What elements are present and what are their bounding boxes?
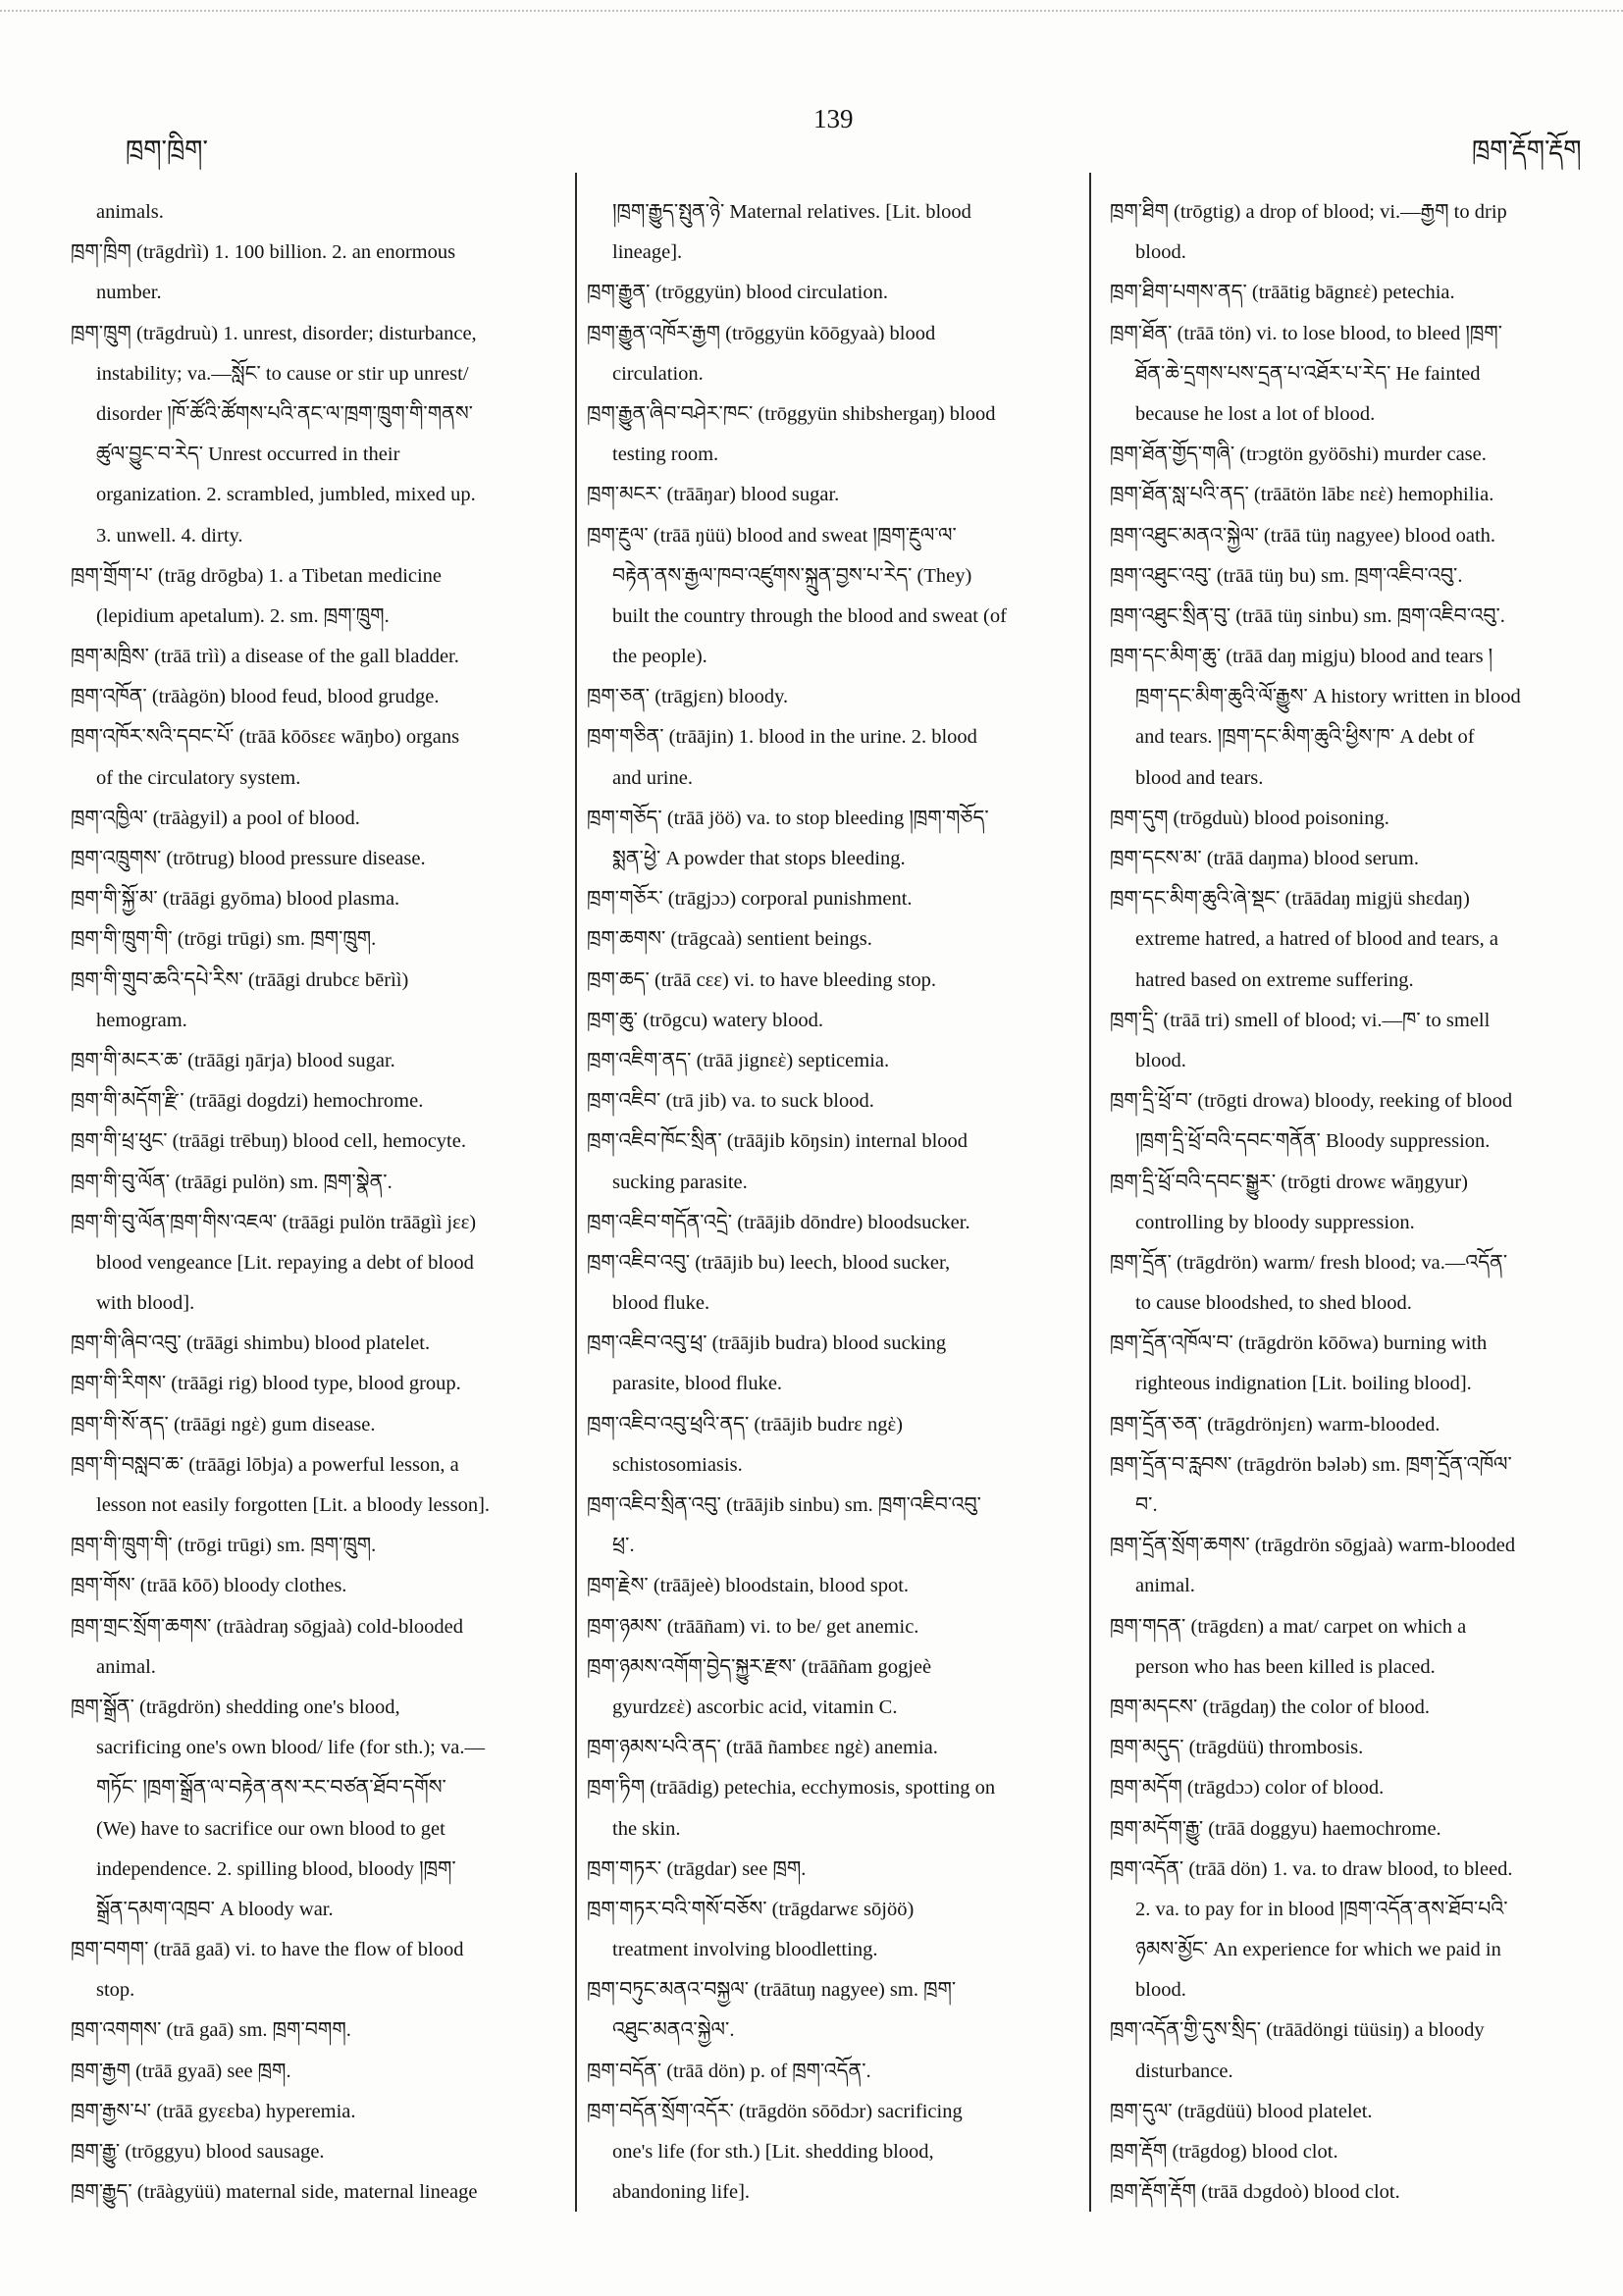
entry-text-line: independence. 2. spilling blood, bloody །ཁྲག་ (96, 1857, 456, 1880)
dictionary-entry (71, 2052, 569, 2092)
entry-text-line: (lepidium apetalum). 2. sm. ཁྲག་ཁྲུག. (96, 604, 390, 627)
entry-text-line: ཁྲག་དང་མིག་ཆུའི་ལོ་རྒྱུས་ A history written in blood (1135, 686, 1521, 708)
entry-text-line: blood. (1135, 1049, 1186, 1071)
entry-headline: ཁྲག་འཁོར་སའི་དབང་པོ་ (trāā kōōsεε wāŋbo) organs (71, 726, 460, 749)
dictionary-entry (1110, 1768, 1597, 1808)
entry-text-line: to cause bloodshed, to shed blood. (1135, 1292, 1412, 1315)
dictionary-entry (587, 516, 1081, 678)
entry-text-line: sucking parasite. (612, 1171, 748, 1193)
dictionary-entry (1110, 475, 1597, 515)
entry-headline: ཁྲག་འགགས་ (trā gaā) sm. ཁྲག་བགག. (71, 2019, 351, 2042)
dictionary-entry (71, 1445, 569, 1526)
dictionary-entry (71, 233, 569, 313)
entry-headline: ཁྲག་གྲང་སྲོག་ཆགས་ (trāàdraŋ sōgjaà) cold-blooded (71, 1615, 463, 1638)
dictionary-entry (587, 1324, 1081, 1404)
dictionary-entry (71, 2172, 569, 2213)
entry-text-line: སྨན་ཕྱེ་ A powder that stops bleeding. (612, 848, 906, 869)
entry-headline: ཁྲག་འཁྲུགས་ (trōtrug) blood pressure disease. (71, 848, 426, 869)
entry-headline: ཁྲག་དྲོན་འཁོལ་བ་ (trāgdrön kōōwa) burning with (1110, 1332, 1488, 1355)
dictionary-entry (587, 1122, 1081, 1202)
entry-headline: ཁྲག་ཆུ་ (trōgcu) watery blood. (587, 1009, 823, 1031)
entry-text-line: ཕྲ་. (612, 1535, 635, 1557)
dictionary-entry (71, 1688, 569, 1930)
entry-text-line: the skin. (612, 1817, 681, 1840)
entry-headline: ཁྲག་འཐུང་སྲིན་བུ་ (trāā tüŋ sinbu) sm. ཁྲག་འཇིབ་འབུ་. (1110, 604, 1505, 627)
entry-headline: ཁྲག་ཉམས་ (trāāñam) vi. to be/ get anemic. (587, 1615, 919, 1638)
entry-headline: ཁྲག་དུག (trōgduù) blood poisoning. (1110, 807, 1389, 829)
entry-headline: ཁྲག་གི་བུ་ལོན་ཁྲག་གིས་འཇལ་ (trāāgi pulön trāāgìì jεε) (71, 1211, 477, 1233)
entry-headline: ཁྲག་མདོག་རྒྱུ་ (trāā doggyu) haemochrome. (1110, 1817, 1441, 1840)
entry-headline: ཁྲག་མཁྲིས་ (trāā trìì) a disease of the gall bladder. (71, 646, 459, 668)
dictionary-entry (1110, 1526, 1597, 1606)
dictionary-entry (587, 314, 1081, 394)
entry-headline: ཁྲག་འཇིབ་སྲིན་འབུ་ (trāājib sinbu) sm. ཁྲག་འཇིབ་འབུ་ (587, 1494, 981, 1516)
dictionary-entry (71, 1122, 569, 1162)
entry-text-line: number. (96, 282, 162, 304)
dictionary-entry (1110, 1445, 1597, 1526)
entry-headline: ཁྲག་དྲི་ཕྲོ་བ་ (trōgti drowa) bloody, reeking of blood (1110, 1090, 1513, 1113)
entry-headline: ཁྲག་ཐིག་པགས་ནད་ (trāātig bāgnεὲ) petechia. (1110, 282, 1455, 304)
dictionary-column-1 (71, 192, 569, 2213)
entry-text-line: abandoning life]. (612, 2181, 751, 2204)
dictionary-entry (71, 314, 569, 556)
entry-headline: ཁྲག་གོས་ (trāā kōō) bloody clothes. (71, 1575, 347, 1597)
dictionary-entry (71, 1163, 569, 1203)
dictionary-entry (71, 1041, 569, 1081)
entry-headline: ཁྲག་གི་ཁྲུག་གི་ (trōgi trūgi) sm. ཁྲག་ཁྲུག. (71, 928, 377, 951)
running-head-right: ཁྲག་རྡོག་རྡོག (1472, 135, 1582, 164)
entry-headline: ཁྲག་གི་གྲུབ་ཆའི་དཔེ་རིས་ (trāāgi drubcε bērìì) (71, 968, 409, 991)
entry-text-line: animal. (1135, 1575, 1195, 1597)
entry-text-line: (We) have to sacrifice our own blood to get (96, 1817, 445, 1840)
dictionary-entry (1110, 1728, 1597, 1768)
dictionary-entry (71, 637, 569, 677)
entry-headline: ཁྲག་རྒྱུན་ (trōggyün) blood circulation. (587, 282, 888, 304)
dictionary-entry (587, 1728, 1081, 1768)
dictionary-entry (587, 1647, 1081, 1728)
entry-headline: ཁྲག་རྡོག་རྡོག (trāā dɔgdoò) blood clot. (1110, 2181, 1400, 2204)
dictionary-entry (71, 556, 569, 637)
entry-headline: ཁྲག་སྒྲོན་ (trāgdrön) shedding one's blood, (71, 1696, 400, 1718)
dictionary-entry (587, 799, 1081, 879)
dictionary-entry (71, 2132, 569, 2172)
entry-text-line: testing room. (612, 444, 719, 466)
dictionary-entry (71, 1930, 569, 2010)
entry-text-line: instability; va.—སློང་ to cause or stir up unrest/ (96, 362, 469, 385)
entry-text-line: treatment involving bloodletting. (612, 1939, 878, 1961)
entry-text-line: blood. (1135, 241, 1186, 264)
dictionary-entry (1110, 2132, 1597, 2172)
entry-text-line: gyurdzεὲ) ascorbic acid, vitamin C. (612, 1696, 898, 1718)
dictionary-entry (587, 677, 1081, 717)
entry-text-line: schistosomiasis. (612, 1453, 743, 1476)
dictionary-entry (71, 1364, 569, 1404)
entry-text-line: བརྟེན་ནས་རྒྱལ་ཁབ་འཛུགས་སྐྲུན་བྱས་པ་རེད་ (They) (612, 564, 972, 587)
entry-headline: ཁྲག་རྒྱུན་ཞིབ་བཤེར་ཁང་ (trōggyün shibshergaŋ) blood (587, 402, 996, 425)
dictionary-entry (1110, 1324, 1597, 1404)
entry-headline: ཁྲག་འཇིབ་ཁོང་སྲིན་ (trāājib kōŋsin) internal blood (587, 1130, 969, 1153)
entry-text-line: because he lost a lot of blood. (1135, 402, 1376, 425)
dictionary-entry (1110, 1081, 1597, 1162)
column-rule (575, 173, 577, 2212)
entry-headline: ཁྲག་ཉམས་པའི་ནད་ (trāā ñambεε ngὲ) anemia. (587, 1737, 938, 1759)
entry-headline: ཁྲག་ཆགས་ (trāgcaà) sentient beings. (587, 928, 872, 951)
entry-text-line: person who has been killed is placed. (1135, 1655, 1436, 1678)
entry-text-line: hemogram. (96, 1009, 187, 1031)
entry-text-line: one's life (for sth.) [Lit. shedding blood, (612, 2141, 934, 2163)
dictionary-entry (587, 273, 1081, 313)
entry-headline: ཁྲག་འཇིབ་གདོན་འདྲེ་ (trāājib dōndre) bloodsucker. (587, 1211, 970, 1233)
dictionary-entry (587, 1203, 1081, 1243)
entry-text-line: སྒྲོན་དམག་འཁྲབ་ A bloody war. (96, 1898, 334, 1920)
entry-headline: ཁྲག་ཉམས་འགོག་བྱེད་སྐྱུར་རྫས་ (trāāñam gogjeè (587, 1655, 932, 1678)
dictionary-entry (1110, 1809, 1597, 1850)
scan-edge-artifact (0, 10, 1623, 12)
dictionary-entry (71, 879, 569, 919)
dictionary-entry (1110, 314, 1597, 436)
entry-text-line: and urine. (612, 766, 693, 789)
dictionary-entry (1110, 799, 1597, 839)
entry-headline: ཁྲག་འཇིབ་འབུ་ (trāājib bu) leech, blood sucker, (587, 1251, 951, 1274)
dictionary-entry (1110, 273, 1597, 313)
dictionary-entry (587, 2052, 1081, 2092)
entry-text-line: lesson not easily forgotten [Lit. a bloody lesson]. (96, 1494, 491, 1516)
dictionary-entry (587, 919, 1081, 960)
dictionary-entry (71, 799, 569, 839)
dictionary-entry (587, 394, 1081, 475)
entry-headline: ཁྲག་རྒྱག (trāā gyaā) see ཁྲག. (71, 2060, 291, 2082)
entry-text-line: ཚུལ་བྱུང་བ་རེད་ Unrest occurred in their (96, 444, 400, 466)
dictionary-entry (587, 717, 1081, 798)
entry-headline: ཁྲག་རྒྱས་པ་ (trāā gyεεba) hyperemia. (71, 2100, 356, 2122)
dictionary-entry (587, 1486, 1081, 1566)
entry-headline: ཁྲག་དྲི་ཕྲོ་བའི་དབང་སྒྱུར་ (trōgti drowε wāŋgyur) (1110, 1171, 1468, 1193)
entry-headline: ཁྲག་གི་མངར་ཆ་ (trāāgi ŋārja) blood sugar. (71, 1049, 395, 1071)
entry-headline: ཁྲག་མདངས་ (trāgdaŋ) the color of blood. (1110, 1696, 1431, 1718)
dictionary-entry (587, 1081, 1081, 1122)
dictionary-entry (1110, 1688, 1597, 1728)
entry-headline: ཁྲག་དང་མིག་ཆུ་ (trāā daŋ migju) blood and tears ། (1110, 646, 1493, 668)
dictionary-entry (71, 1324, 569, 1364)
entry-headline: ཁྲག་མངར་ (trāāŋar) blood sugar. (587, 484, 840, 506)
entry-headline: ཁྲག་གདན་ (trāgdεn) a mat/ carpet on which a (1110, 1615, 1467, 1638)
entry-headline: ཁྲག་འཇིབ་ (trā jib) va. to suck blood. (587, 1090, 874, 1113)
entry-headline: ཁྲག་འཇིབ་འབུ་ཕྲ་ (trāājib budra) blood sucking (587, 1332, 947, 1355)
dictionary-column-3 (1110, 192, 1597, 2213)
dictionary-entry (1110, 597, 1597, 637)
entry-headline: ཁྲག་དྲོན་ཅན་ (trāgdrönjεn) warm-blooded. (1110, 1413, 1440, 1435)
entry-headline: ཁྲག་གི་ཞིབ་འབུ་ (trāāgi shimbu) blood platelet. (71, 1332, 431, 1355)
dictionary-entry (71, 1607, 569, 1688)
dictionary-entry (1110, 2010, 1597, 2091)
dictionary-entry (71, 919, 569, 960)
entry-text-line: organization. 2. scrambled, jumbled, mixed up. (96, 484, 476, 506)
entry-headline: ཁྲག་གི་བུ་ལོན་ (trāāgi pulön) sm. ཁྲག་སྣེན་. (71, 1171, 393, 1193)
entry-headline: ཁྲག་ཁྲུག (trāgdruù) 1. unrest, disorder; disturbance, (71, 322, 477, 344)
entry-headline: ཁྲག་རྒྱུ་ (trōggyu) blood sausage. (71, 2141, 325, 2163)
entry-headline: ཁྲག་རྒྱུན་འཁོར་རྒྱག (trōggyün kōōgyaà) blood (587, 322, 936, 344)
dictionary-entry (1110, 1163, 1597, 1243)
dictionary-entry (587, 1566, 1081, 1606)
dictionary-entry (587, 1607, 1081, 1647)
dictionary-entry (1110, 556, 1597, 597)
entry-headline: ཁྲག་བདོན་སྲོག་འདོར་ (trāgdön sōōdɔr) sacrificing (587, 2100, 963, 2122)
entry-headline: ཁྲག་གི་སོ་ནད་ (trāāgi ngὲ) gum disease. (71, 1413, 376, 1435)
entry-headline: ཁྲག་དྲི་ (trāā tri) smell of blood; vi.—ཁ་ to smell (1110, 1009, 1491, 1031)
dictionary-entry (71, 1566, 569, 1606)
entry-text-line: བ་. (1135, 1494, 1158, 1516)
entry-text-line: and tears. །ཁྲག་དང་མིག་ཆུའི་ཕྱིས་ཁ་ A debt of (1135, 726, 1475, 749)
entry-headline: ཁྲག་གི་ཕྲ་ཕུང་ (trāāgi trēbuŋ) blood cell, hemocyte. (71, 1130, 466, 1153)
dictionary-entry (587, 1405, 1081, 1486)
entry-headline: ཁྲག་འདོན་གྱི་དུས་སྲིད་ (trāādöngi tüüsiŋ) a bloody (1110, 2019, 1485, 2042)
entry-text-line: with blood]. (96, 1292, 195, 1315)
dictionary-entry (587, 1850, 1081, 1890)
entry-headline: ཁྲག་ཁྲིག (trāgdrìì) 1. 100 billion. 2. an enormous (71, 241, 456, 264)
entry-headline: ཁྲག་གི་རིགས་ (trāāgi rig) blood type, blood group. (71, 1373, 461, 1395)
dictionary-entry (587, 1001, 1081, 1041)
entry-headline: ཁྲག་རྔུལ་ (trāā ŋüü) blood and sweat །ཁྲག་རྔུལ་ལ་ (587, 524, 957, 547)
entry-headline: ཁྲག་ཐོན་ (trāā tön) vi. to lose blood, to bleed །ཁྲག་ (1110, 322, 1502, 344)
running-head-left: ཁྲག་ཁྲིག་ (126, 135, 208, 164)
entry-text-line: stop. (96, 1979, 135, 2002)
entry-headline: ཁྲག་གྲོག་པ་ (trāg drōgba) 1. a Tibetan medicine (71, 564, 443, 587)
entry-headline: ཁྲག་གཅོད་ (trāā jöö) va. to stop bleeding །ཁྲག་གཅོད་ (587, 807, 989, 829)
dictionary-column-2 (587, 192, 1081, 2213)
entry-headline: ཁྲག་རྒྱུད་ (trāàgyüü) maternal side, maternal lineage (71, 2181, 478, 2204)
entry-text-line: 3. unwell. 4. dirty. (96, 524, 243, 547)
dictionary-entry (1110, 192, 1597, 273)
dictionary-entry (1110, 1243, 1597, 1324)
dictionary-entry (1110, 637, 1597, 799)
entry-headline: ཁྲག་དང་མིག་ཆུའི་ཞེ་སྡང་ (trāādaŋ migjü shεdaŋ) (1110, 888, 1470, 911)
column-rule (1089, 173, 1091, 2212)
entry-headline: ཁྲག་དྲོན་བ་རླབས་ (trāgdrön bələb) sm. ཁྲག་དྲོན་འཁོལ་ (1110, 1453, 1512, 1476)
entry-headline: ཁྲག་ཏིག (trāādig) petechia, ecchymosis, spotting on (587, 1777, 996, 1800)
dictionary-entry (71, 1203, 569, 1325)
entry-headline: ཁྲག་བདོན་ (trāā dön) p. of ཁྲག་འདོན་. (587, 2060, 871, 2082)
entry-headline: ཁྲག་བཏུང་མནའ་བསྐྱལ་ (trāātuŋ nagyee) sm. ཁྲག་ (587, 1979, 957, 2002)
entry-text-line: extreme hatred, a hatred of blood and tears, a (1135, 928, 1498, 951)
entry-headline: ཁྲག་འཇིབ་འབུ་ཕྲའི་ནད་ (trāājib budrε ngὲ) (587, 1413, 903, 1435)
dictionary-entry (71, 1526, 569, 1566)
entry-headline: ཁྲག་གཅོར་ (trāgjɔɔ) corporal punishment. (587, 888, 913, 911)
entry-headline: ཁྲག་གི་མདོག་རྫི་ (trāāgi dogdzi) hemochrome. (71, 1090, 424, 1113)
dictionary-entry (587, 879, 1081, 919)
dictionary-entry (1110, 2092, 1597, 2132)
entry-text-line: hatred based on extreme suffering. (1135, 968, 1414, 991)
entry-text-line: ཐོན་ཆེ་དྲགས་པས་དྲན་པ་འཐོར་པ་རེད་ He fainted (1135, 362, 1481, 385)
dictionary-entry (1110, 839, 1597, 879)
entry-text-line: the people). (612, 646, 707, 668)
entry-text-line: །ཁྲག་དྲི་ཕྲོ་བའི་དབང་གནོན་ Bloody suppression. (1135, 1130, 1491, 1153)
entry-text-line: disturbance. (1135, 2060, 1233, 2082)
entry-text-line: controlling by bloody suppression. (1135, 1211, 1415, 1233)
dictionary-entry (1110, 435, 1597, 475)
entry-headline: ཁྲག་གི་སྐྱོ་མ་ (trāāgi gyōma) blood plasma. (71, 888, 400, 911)
entry-headline: ཁྲག་དུལ་ (trāgdüü) blood platelet. (1110, 2100, 1373, 2122)
entry-headline: ཁྲག་རྡོག (trāgdog) blood clot. (1110, 2141, 1338, 2163)
entry-headline: ཁྲག་དངས་མ་ (trāā daŋma) blood serum. (1110, 848, 1419, 869)
entry-text-line: animal. (96, 1655, 156, 1678)
dictionary-entry (1110, 1001, 1597, 1081)
entry-text-line: blood. (1135, 1979, 1186, 2002)
entry-text-line: circulation. (612, 362, 704, 385)
entry-headline: ཁྲག་ཅན་ (trāgjεn) bloody. (587, 686, 789, 708)
entry-text-line: animals. (96, 201, 164, 223)
entry-text-line: གཏོང་ །ཁྲག་སྒྲོན་ལ་བརྟེན་ནས་རང་བཙན་ཐོབ་དགོས་ (96, 1777, 446, 1800)
entry-text-line: built the country through the blood and sweat (of (612, 604, 1007, 627)
dictionary-entry (587, 961, 1081, 1001)
entry-text-line: ཉམས་མྱོང་ An experience for which we paid in (1135, 1939, 1501, 1961)
entry-headline: ཁྲག་མདོག (trāgdɔɔ) color of blood. (1110, 1777, 1385, 1800)
dictionary-entry (71, 961, 569, 1041)
entry-text-line: །ཁྲག་རྒྱུད་སྤུན་ཉེ་ Maternal relatives. [Lit. blood (612, 201, 971, 223)
dictionary-entry (587, 1970, 1081, 2051)
entry-headline: ཁྲག་གཏར་ (trāgdar) see ཁྲག. (587, 1857, 807, 1880)
entry-text-line: blood and tears. (1135, 766, 1264, 789)
dictionary-entry (587, 1041, 1081, 1081)
dictionary-entry (1110, 1405, 1597, 1445)
dictionary-entry (1110, 879, 1597, 1001)
entry-headline: ཁྲག་འཐུང་འབུ་ (trāā tüŋ bu) sm. ཁྲག་འཇིབ་འབུ་. (1110, 564, 1463, 587)
entry-headline: ཁྲག་ཐོན་གྱོད་གཞི་ (trɔgtön gyöōshi) murder case. (1110, 444, 1487, 466)
entry-headline: ཁྲག་དྲོན་ (trāgdrön) warm/ fresh blood; va.—འདོན་ (1110, 1251, 1508, 1274)
entry-text-line: blood vengeance [Lit. repaying a debt of blood (96, 1251, 474, 1274)
dictionary-entry (587, 1890, 1081, 1970)
dictionary-entry (587, 1768, 1081, 1849)
entry-headline: ཁྲག་མདུད་ (trāgdüü) thrombosis. (1110, 1737, 1364, 1759)
dictionary-entry (71, 2010, 569, 2051)
dictionary-entry (71, 717, 569, 798)
entry-headline: ཁྲག་ཆད་ (trāā cεε) vi. to have bleeding stop. (587, 968, 937, 991)
entry-headline: ཁྲག་འཐུང་མནའ་སྐྱེལ་ (trāā tüŋ nagyee) blood oath. (1110, 524, 1496, 547)
dictionary-entry (587, 475, 1081, 515)
entry-headline: ཁྲག་རྗེས་ (trāājeè) bloodstain, blood spot. (587, 1575, 910, 1597)
entry-headline: ཁྲག་དྲོན་སྲོག་ཆགས་ (trāgdrön sōgjaà) warm-blooded (1110, 1535, 1516, 1557)
entry-headline: ཁྲག་ཐོན་སླ་པའི་ནད་ (trāātön lābε nεὲ) hemophilia. (1110, 484, 1494, 506)
entry-text-line: disorder །ཁོ་ཚོའི་ཚོགས་པའི་ནང་ལ་ཁྲག་ཁྲུག་གི་གནས་ (96, 402, 473, 425)
dictionary-entry (71, 1081, 569, 1122)
entry-headline: ཁྲག་གི་ཁྲུག་གི་ (trōgi trūgi) sm. ཁྲག་ཁྲུག. (71, 1535, 377, 1557)
entry-headline: ཁྲག་འཁྱིལ་ (trāàgyil) a pool of blood. (71, 807, 360, 829)
dictionary-entry (587, 2092, 1081, 2214)
entry-text-line: sacrificing one's own blood/ life (for sth.); va.— (96, 1737, 485, 1759)
entry-headline: ཁྲག་བགག་ (trāā gaā) vi. to have the flow of blood (71, 1939, 464, 1961)
dictionary-entry (1110, 2172, 1597, 2213)
entry-headline: ཁྲག་འཇིག་ནད་ (trāā jignεὲ) septicemia. (587, 1049, 890, 1071)
entry-continuation (71, 192, 569, 233)
entry-headline: ཁྲག་གཅིན་ (trāājin) 1. blood in the urine. 2. blood (587, 726, 977, 749)
entry-text-line: blood fluke. (612, 1292, 710, 1315)
dictionary-entry (1110, 1607, 1597, 1688)
dictionary-entry (71, 839, 569, 879)
entry-text-line: lineage]. (612, 241, 683, 264)
entry-headline: ཁྲག་གཏར་བའི་གསོ་བཅོས་ (trāgdarwε sōjöö) (587, 1898, 915, 1920)
dictionary-entry (1110, 516, 1597, 556)
entry-headline: ཁྲག་ཐིག (trōgtig) a drop of blood; vi.—རྒྱག to drip (1110, 201, 1507, 223)
entry-text-line: parasite, blood fluke. (612, 1373, 783, 1395)
entry-text-line: righteous indignation [Lit. boiling blood]. (1135, 1373, 1472, 1395)
dictionary-entry (1110, 1850, 1597, 2011)
page-number: 139 (813, 104, 854, 133)
entry-text-line: འཐུང་མནའ་སྐྱེལ་. (612, 2019, 735, 2042)
entry-headline: ཁྲག་གི་བསླབ་ཆ་ (trāāgi lōbja) a powerful lesson, a (71, 1453, 459, 1476)
entry-text-line: of the circulatory system. (96, 766, 301, 789)
entry-headline: ཁྲག་འཁོན་ (trāàgön) blood feud, blood grudge. (71, 686, 440, 708)
dictionary-entry (71, 677, 569, 717)
entry-continuation (587, 192, 1081, 273)
dictionary-entry (71, 1405, 569, 1445)
dictionary-entry (587, 1243, 1081, 1324)
entry-headline: ཁྲག་འདོན་ (trāā dön) 1. va. to draw blood, to bleed. (1110, 1857, 1513, 1880)
entry-text-line: 2. va. to pay for in blood །ཁྲག་འདོན་ནས་ཐོབ་པའི་ (1135, 1898, 1508, 1920)
dictionary-entry (71, 2092, 569, 2132)
